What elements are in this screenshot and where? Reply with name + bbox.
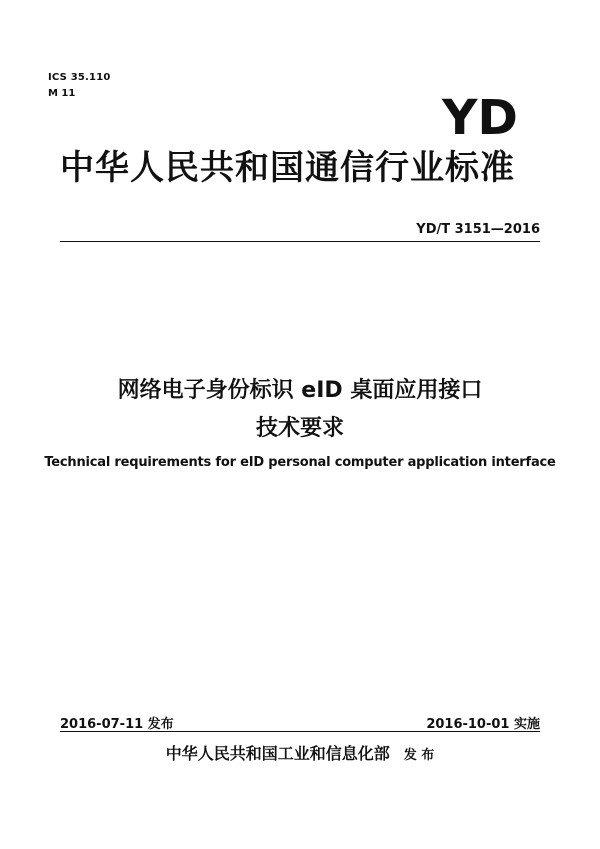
title-cn-line2: 技术要求 (255, 416, 344, 441)
title-en: Technical requirements for eID personal computer application interface (44, 455, 556, 470)
yd-logo (440, 94, 520, 138)
issuer-word: 发 布 (403, 748, 435, 763)
yd-logo-text: YD (440, 94, 518, 138)
implementation-date: 2016-10-01 实施 (426, 717, 540, 732)
title-cn-line1: 网络电子身份标识 eID 桌面应用接口 (117, 378, 483, 403)
issue-date: 2016-07-11 发布 (60, 717, 174, 732)
issuer-line (0, 741, 600, 764)
standard-name: 中华人民共和国通信行业标准 (60, 148, 515, 188)
standard-number: YD/T 3151—2016 (416, 222, 540, 237)
ics-code: ICS 35.110 (48, 72, 111, 83)
classification-code: M 11 (48, 88, 76, 99)
header-divider (60, 241, 540, 242)
issuer-name: 中华人民共和国工业和信息化部 (165, 744, 390, 763)
footer-divider (60, 731, 540, 732)
